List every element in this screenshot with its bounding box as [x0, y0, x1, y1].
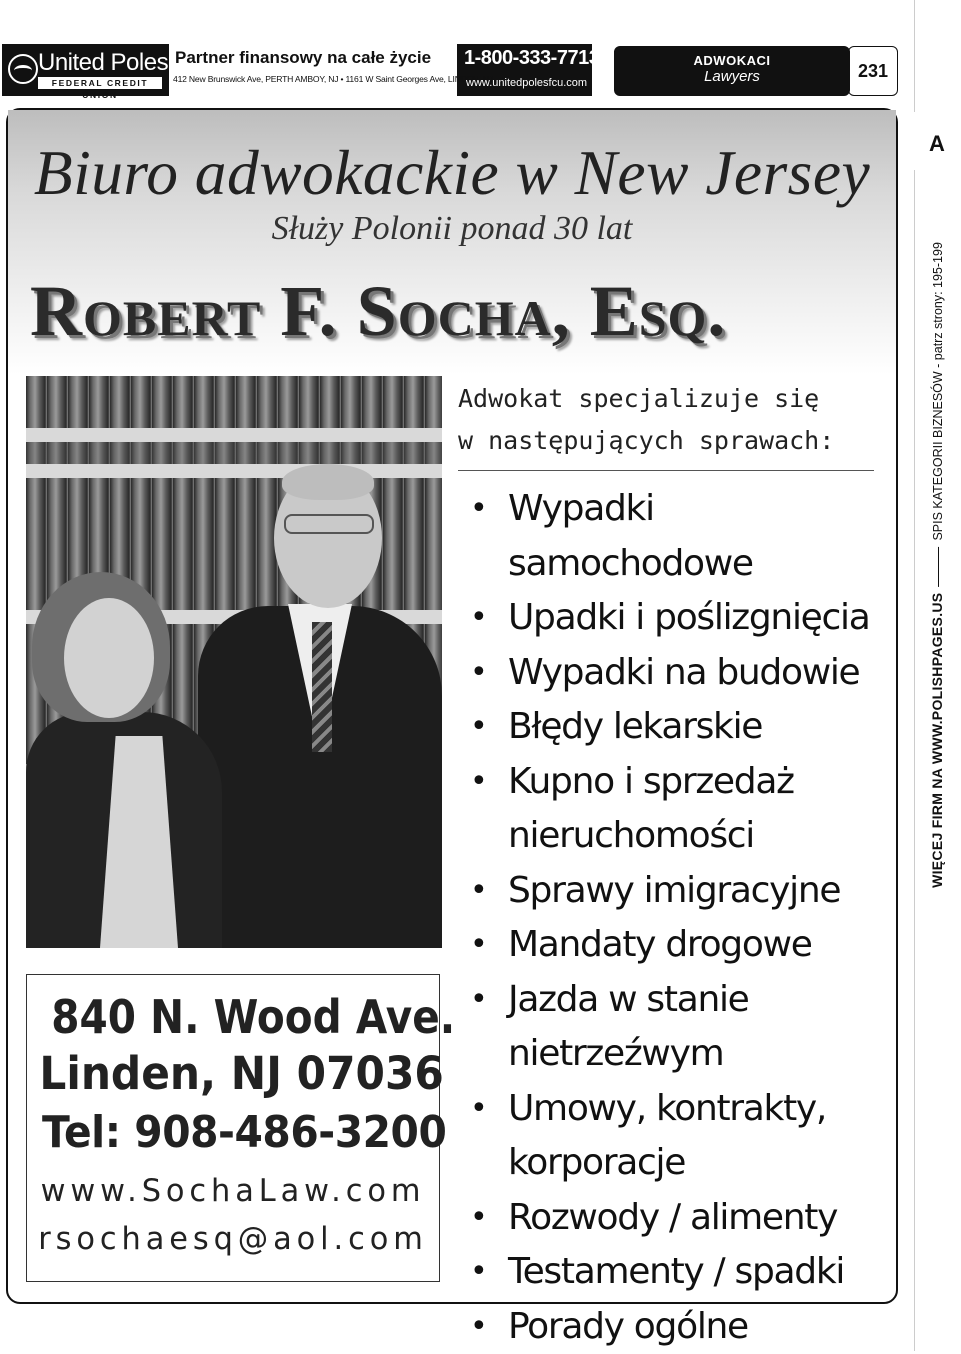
- list-item: • Błędy lekarskie: [460, 700, 890, 755]
- bullet-icon: •: [470, 1191, 486, 1246]
- logo-swoosh-icon: [8, 54, 38, 84]
- side-divider: [938, 547, 939, 587]
- man-tie: [312, 622, 332, 752]
- credit-union-banner: [2, 44, 592, 96]
- bullet-icon: •: [470, 1245, 486, 1300]
- list-item: • Jazda w stanie nietrzeźwym: [460, 973, 890, 1082]
- attorney-name: Robert F. Socha, Esq.: [30, 270, 726, 353]
- united-poles-logo: [2, 44, 165, 96]
- bullet-icon: •: [470, 700, 486, 755]
- ad-subheadline: Służy Polonii ponad 30 lat: [8, 210, 896, 248]
- list-item: • Kupno i sprzedaż nieruchomości: [460, 755, 890, 864]
- logo-subtitle: FEDERAL CREDIT UNION: [38, 77, 162, 89]
- intro-line-2: w następujących sprawach:: [458, 420, 834, 462]
- partner-title: Partner finansowy na całe życie: [175, 48, 431, 68]
- bookshelf-books: [26, 442, 442, 466]
- law-website[interactable]: www.SochaLaw.com: [31, 1167, 435, 1215]
- bullet-icon: •: [470, 918, 486, 973]
- alphabet-tab: A: [914, 112, 960, 170]
- bullet-icon: •: [470, 755, 486, 810]
- bookshelf-books: [26, 376, 442, 428]
- contact-box: [26, 974, 440, 1282]
- glasses-icon: [284, 514, 374, 534]
- side-index-note: SPIS KATEGORII BIZNESÓW - patrz strony: 195-199: [931, 242, 945, 540]
- banner-website: www.unitedpolesfcu.com: [466, 77, 587, 89]
- list-item: • Sprawy imigracyjne: [460, 864, 890, 919]
- attorneys-photo: [26, 376, 442, 948]
- page-number: 231: [848, 46, 898, 96]
- address-street: 840 N. Wood Ave.: [51, 989, 414, 1045]
- woman-face: [64, 598, 154, 718]
- intro-line-1: Adwokat specjalizuje się: [458, 378, 834, 420]
- bookshelf-shelf: [26, 464, 442, 478]
- side-promo: WIĘCEJ FIRM NA WWW.POLISHPAGES.US: [929, 593, 945, 888]
- bookshelf-shelf: [26, 428, 442, 442]
- partner-address: 412 New Brunswick Ave, PERTH AMBOY, NJ • 1161 W Saint Georges Ave, LINDEN, NJ: [173, 74, 493, 84]
- bullet-icon: •: [470, 1082, 486, 1137]
- bullet-icon: •: [470, 591, 486, 646]
- list-item: • Wypadki na budowie: [460, 646, 890, 701]
- partner-block: [169, 44, 457, 96]
- list-item: • Upadki i poślizgnięcia: [460, 591, 890, 646]
- list-item: • Wypadki samochodowe: [460, 482, 890, 591]
- bullet-icon: •: [470, 1300, 486, 1354]
- category-polish: ADWOKACI: [615, 53, 849, 68]
- email-address[interactable]: rsochaesq@aol.com: [31, 1215, 435, 1263]
- bullet-icon: •: [470, 646, 486, 701]
- bullet-icon: •: [470, 973, 486, 1028]
- list-item: • Umowy, kontrakty, korporacje: [460, 1082, 890, 1191]
- list-item: • Testamenty / spadki: [460, 1245, 890, 1300]
- telephone: Tel: 908-486-3200: [42, 1103, 424, 1163]
- list-item: • Porady ogólne: [460, 1300, 890, 1354]
- category-header: [614, 46, 850, 96]
- intro-divider: [458, 470, 874, 471]
- logo-name: United Poles: [38, 49, 168, 77]
- category-english: Lawyers: [615, 68, 849, 85]
- man-hair: [282, 464, 374, 500]
- specialties-list: [460, 482, 890, 1354]
- specialties-intro: [458, 378, 834, 462]
- list-item: • Mandaty drogowe: [460, 918, 890, 973]
- address-city: Linden, NJ 07036: [39, 1045, 426, 1103]
- law-office-ad: [6, 108, 898, 1304]
- list-item: • Rozwody / alimenty: [460, 1191, 890, 1246]
- bullet-icon: •: [470, 482, 486, 537]
- banner-phone: 1-800-333-7713: [464, 47, 599, 70]
- bullet-icon: •: [470, 864, 486, 919]
- ad-headline: Biuro adwokackie w New Jersey: [12, 136, 892, 210]
